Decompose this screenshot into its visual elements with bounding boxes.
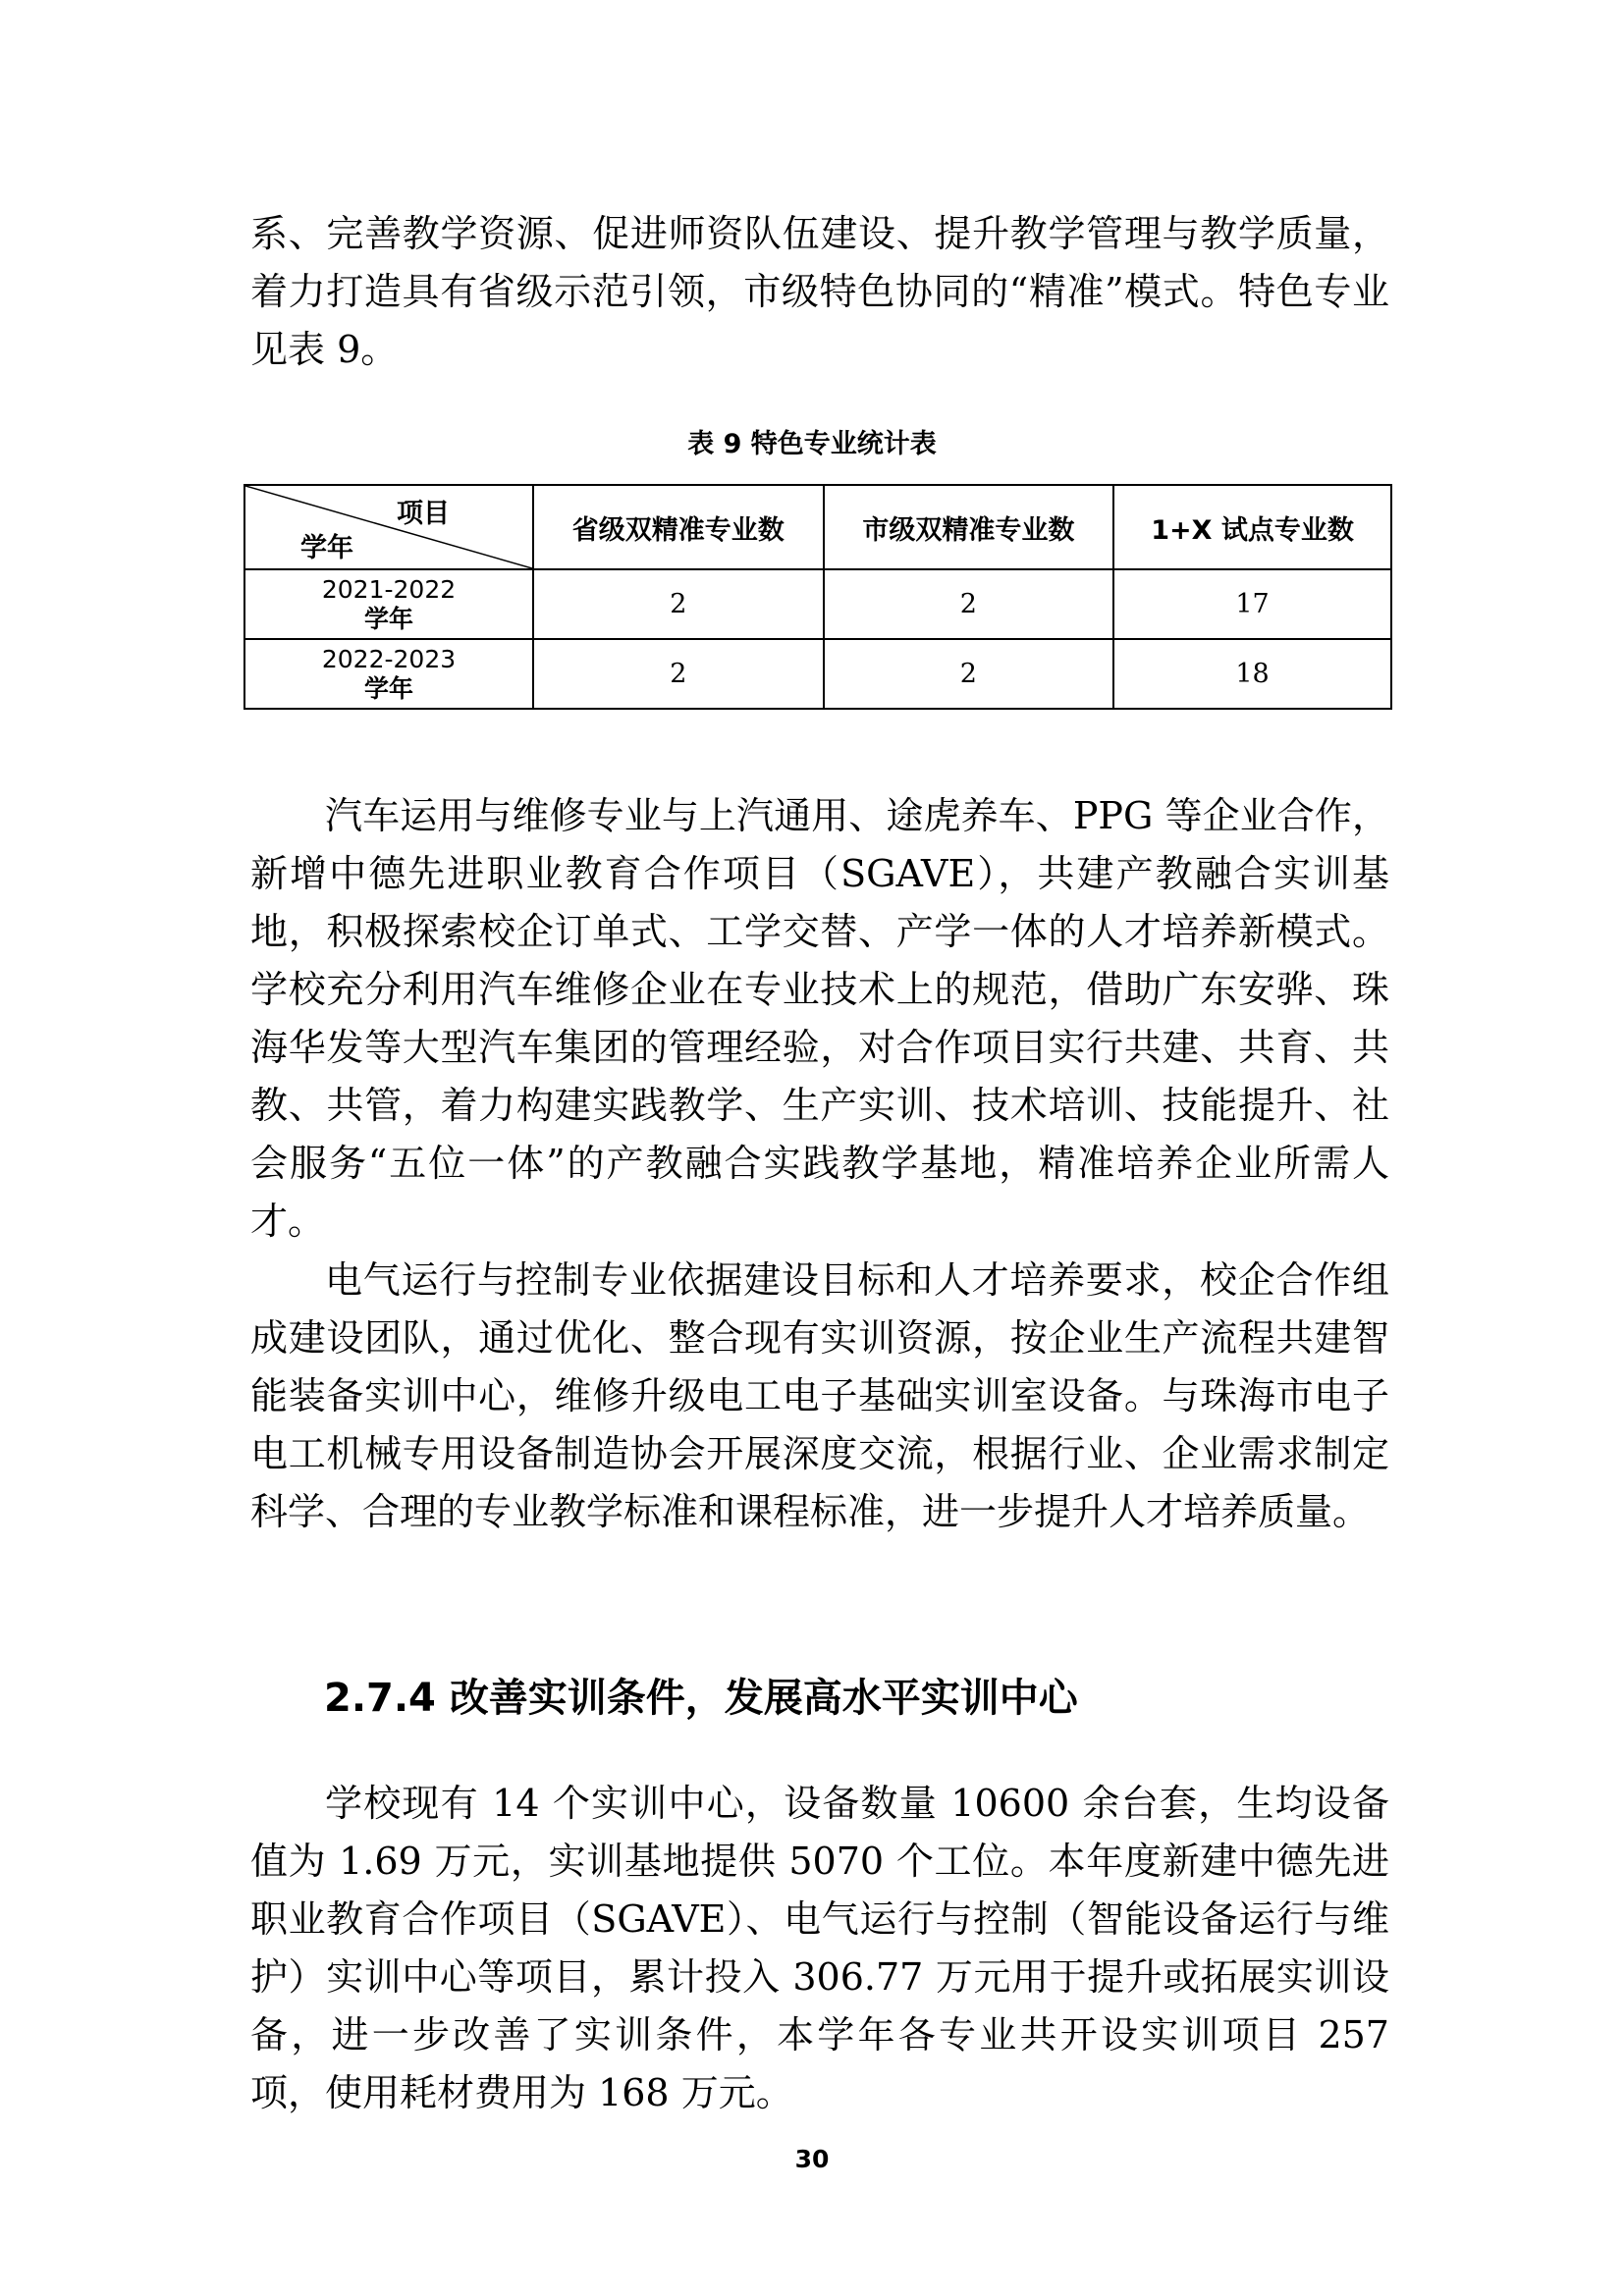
paragraph-automotive: 汽车运用与维修专业与上汽通用、途虎养车、PPG 等企业合作，新增中德先进职业教育合作项目（SGAVE），共建产教融合实训基地，积极探索校企订单式、工学交替、产学一体的人才培养新模式。学校充分利用汽车维修企业在专业技术上的规范，借助广东安骅、珠海华发等大型汽车集团的管理经验，对合作项目实行共建、共育、共教、共管，着力构建实践教学、生产实训、技术培训、技能提升、社会服务“五位一体”的产教融合实践教学基地，精准培养企业所需人才。: [250, 794, 1389, 1243]
cell-value: 2: [533, 639, 824, 709]
cell-value: 18: [1113, 639, 1391, 709]
table-header-row: [244, 485, 1391, 569]
cell-value: 2: [824, 639, 1114, 709]
diagonal-divider: [245, 486, 532, 568]
table-caption: 表 9 特色专业统计表: [687, 429, 937, 459]
row-year: 2021-2022: [321, 574, 457, 604]
corner-label-year: 学年: [300, 533, 353, 563]
feature-major-table: [244, 484, 1392, 710]
page-number: 30: [794, 2145, 830, 2173]
cell-value: 2: [533, 569, 824, 639]
header-1x-pilot: 1+X 试点专业数: [1113, 485, 1391, 569]
paragraph-training-centers: 学校现有 14 个实训中心，设备数量 10600 余台套，生均设备值为 1.69 万元，实训基地提供 5070 个工位。本年度新建中德先进职业教育合作项目（SGAVE）、电气运行与控制（智能设备运行与维护）实训中心等项目，累计投入 306.77 万元用于提升或拓展实训设备，进一步改善了实训条件，本学年各专业共开设实训项目 257 项，使用耗材费用为 168 万元。: [250, 1782, 1389, 2114]
table-row: [244, 569, 1391, 639]
corner-label-item: 项目: [397, 499, 450, 529]
row-year-suffix: 学年: [363, 604, 413, 633]
row-year: 2022-2023: [321, 644, 457, 673]
row-year-cell: [244, 639, 533, 709]
row-year-cell: [244, 569, 533, 639]
table-row: [244, 639, 1391, 709]
cell-value: 17: [1113, 569, 1391, 639]
paragraph-intro: 系、完善教学资源、促进师资队伍建设、提升教学管理与教学质量，着力打造具有省级示范引领，市级特色协同的“精准”模式。特色专业见表 9。: [250, 212, 1389, 371]
table-corner-cell: [244, 485, 533, 569]
row-year-suffix: 学年: [363, 673, 413, 703]
header-municipal: 市级双精准专业数: [824, 485, 1114, 569]
cell-value: 2: [824, 569, 1114, 639]
header-provincial: 省级双精准专业数: [533, 485, 824, 569]
paragraph-electrical: 电气运行与控制专业依据建设目标和人才培养要求，校企合作组成建设团队，通过优化、整合现有实训资源，按企业生产流程共建智能装备实训中心，维修升级电工电子基础实训室设备。与珠海市电子电工机械专用设备制造协会开展深度交流，根据行业、企业需求制定科学、合理的专业教学标准和课程标准，进一步提升人才培养质量。: [250, 1258, 1389, 1533]
section-heading: 2.7.4 改善实训条件，发展高水平实训中心: [324, 1676, 1078, 1721]
